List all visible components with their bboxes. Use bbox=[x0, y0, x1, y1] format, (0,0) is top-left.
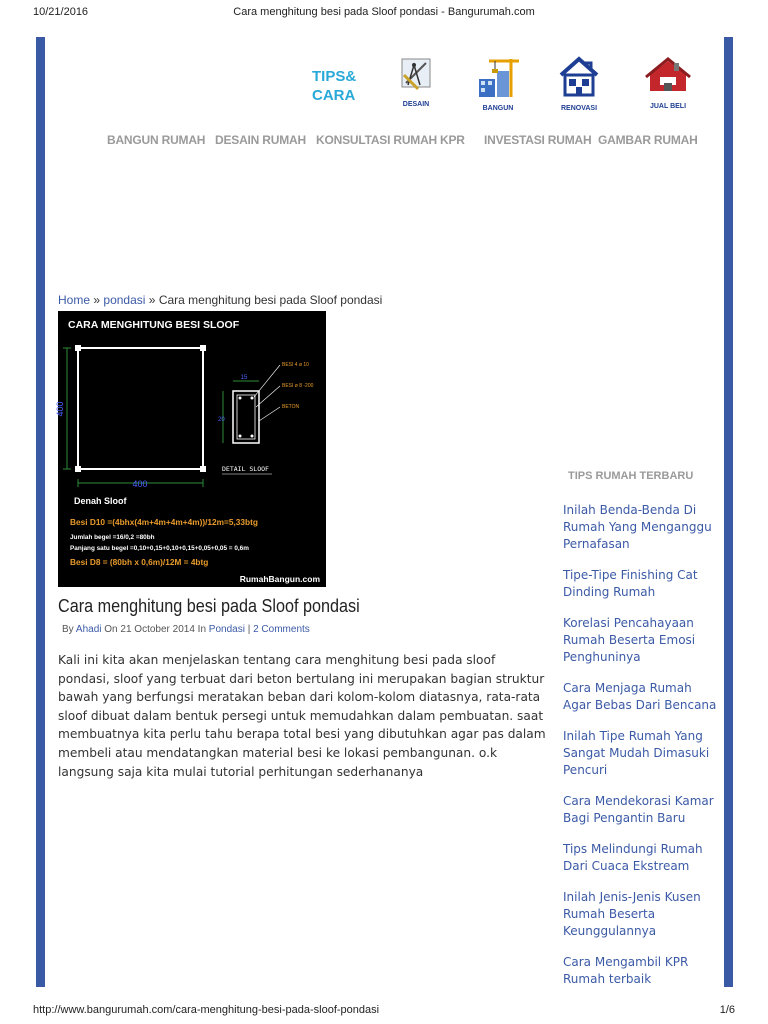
print-title: Cara menghitung besi pada Sloof pondasi - Bangurumah.com bbox=[233, 6, 535, 18]
sidebar-link[interactable]: Korelasi Pencahayaan Rumah Beserta Emosi Penghuninya bbox=[563, 616, 696, 664]
print-header bbox=[0, 0, 768, 24]
house-renovation-icon bbox=[557, 55, 601, 99]
logo-label-bangun: BANGUN bbox=[482, 105, 514, 112]
nav-bangun-rumah[interactable]: BANGUN RUMAH bbox=[107, 133, 206, 147]
sidebar-link[interactable]: Cara Mengambil KPR Rumah terbaik bbox=[563, 955, 689, 986]
breadcrumb-home[interactable]: Home bbox=[58, 293, 91, 307]
section-width-label: 15 bbox=[240, 375, 248, 381]
nav-gambar-rumah[interactable]: GAMBAR RUMAH bbox=[598, 133, 698, 147]
plan-label: Denah Sloof bbox=[74, 496, 127, 506]
left-border bbox=[36, 37, 45, 987]
logo-desain[interactable] bbox=[394, 55, 438, 108]
tips-cara-logo[interactable] bbox=[312, 67, 367, 105]
formula-stirrup-length: Panjang satu begel =0,10+0,15+0,10+0,15+0,05+0,05 = 0,6m bbox=[70, 545, 249, 552]
sidebar-item bbox=[563, 680, 723, 714]
sidebar-item bbox=[563, 502, 723, 553]
post-meta bbox=[62, 624, 310, 635]
logo-jual-beli[interactable] bbox=[642, 55, 694, 110]
logo-label-desain: DESAIN bbox=[402, 101, 430, 108]
house-for-sale-icon bbox=[644, 55, 692, 97]
dim-bottom-label: 400 bbox=[132, 479, 148, 489]
post-body: Kali ini kita akan menjelaskan tentang cara menghitung besi pada sloof pondasi, sloof yang terbuat dari beton bertulang ini merupakan bagian struktur bawah yang berfungsi meratakan beban dari kolom-kolom diatasnya, rata-rata sloof dibuat dalam bentuk persegi untuk memudahkan dalam pembuatan. saat membuatnya kita perlu tahu berapa total besi yang dibutuhkan agar pas dalam membeli atau mendatangkan material besi ke lokasi pembangunan. o.k langsung saja kita mulai tutorial perhitungan sederhananya bbox=[58, 653, 546, 779]
rebar-label-stirrup: BESI ø 8 -200 bbox=[282, 383, 314, 389]
section-height-label: 20 bbox=[218, 417, 225, 423]
sidebar-item bbox=[563, 841, 723, 875]
meta-date: On 21 October 2014 In bbox=[104, 624, 206, 635]
post-featured-image bbox=[55, 311, 326, 587]
meta-by: By bbox=[62, 624, 74, 635]
sidebar-heading: TIPS RUMAH TERBARU bbox=[568, 470, 694, 482]
logo-label-jual-beli: JUAL BELI bbox=[649, 103, 687, 110]
logo-renovasi[interactable] bbox=[555, 55, 603, 112]
main-nav bbox=[95, 133, 698, 151]
sidebar-item bbox=[563, 728, 723, 779]
sidebar-link[interactable]: Cara Mendekorasi Kamar Bagi Pengantin Baru bbox=[563, 794, 714, 825]
sidebar-latest-tips bbox=[563, 502, 723, 1002]
nav-desain-rumah[interactable]: DESAIN RUMAH bbox=[215, 133, 306, 147]
sidebar-link[interactable]: Tipe-Tipe Finishing Cat Dinding Rumah bbox=[563, 568, 698, 599]
print-page-number: 1/6 bbox=[719, 1004, 735, 1016]
nav-kpr[interactable]: KPR bbox=[440, 133, 465, 147]
tips-logo-line1: TIPS& bbox=[312, 68, 357, 85]
rebar-label-main: BESI 4 ø 10 bbox=[282, 362, 309, 368]
print-url: http://www.bangurumah.com/cara-menghitung-besi-pada-sloof-pondasi bbox=[33, 1004, 380, 1016]
sidebar-item bbox=[563, 889, 723, 940]
sidebar-link[interactable]: Inilah Benda-Benda Di Rumah Yang Menganggu Pernafasan bbox=[563, 503, 712, 551]
breadcrumb-separator: » bbox=[148, 293, 156, 307]
author-link[interactable]: Ahadi bbox=[75, 624, 102, 635]
sidebar-item bbox=[563, 615, 723, 666]
category-link[interactable]: Pondasi bbox=[208, 624, 245, 635]
sidebar-item bbox=[563, 954, 723, 988]
diagram-watermark: RumahBangun.com bbox=[239, 574, 320, 584]
meta-separator: | bbox=[247, 624, 251, 635]
sloof-rebar-diagram bbox=[55, 311, 326, 587]
dim-left-label: 400 bbox=[55, 401, 65, 417]
concrete-label: BETON bbox=[282, 404, 300, 410]
sidebar-link[interactable]: Inilah Jenis-Jenis Kusen Rumah Beserta Keunggulannya bbox=[563, 890, 701, 938]
tips-logo-line2: CARA bbox=[312, 87, 356, 104]
breadcrumb bbox=[58, 293, 382, 307]
breadcrumb-separator: » bbox=[93, 293, 101, 307]
print-footer bbox=[0, 1000, 768, 1024]
diagram-heading: CARA MENGHITUNG BESI SLOOF bbox=[68, 319, 240, 331]
logo-label-renovasi: RENOVASI bbox=[560, 105, 598, 112]
nav-konsultasi-rumah[interactable]: KONSULTASI RUMAH bbox=[316, 133, 438, 147]
detail-sloof-label: DETAIL SLOOF bbox=[222, 465, 269, 473]
right-border bbox=[724, 37, 733, 987]
sidebar-item bbox=[563, 793, 723, 827]
breadcrumb-category[interactable]: pondasi bbox=[103, 293, 146, 307]
formula-d8: Besi D8 = (80bh x 0,6m)/12M = 4btg bbox=[70, 557, 209, 567]
logo-bangun[interactable] bbox=[474, 55, 522, 112]
breadcrumb-current: Cara menghitung besi pada Sloof pondasi bbox=[158, 293, 383, 307]
crane-building-icon bbox=[475, 55, 521, 99]
comments-link[interactable]: 2 Comments bbox=[253, 624, 310, 635]
post-title: Cara menghitung besi pada Sloof pondasi bbox=[58, 596, 360, 616]
design-tools-icon bbox=[398, 55, 434, 95]
print-date: 10/21/2016 bbox=[33, 6, 89, 18]
formula-d10: Besi D10 =(4bhx(4m+4m+4m+4m))/12m=5,33btg bbox=[70, 517, 258, 527]
sidebar-item bbox=[563, 567, 723, 601]
sidebar-link[interactable]: Cara Menjaga Rumah Agar Bebas Dari Bencana bbox=[563, 681, 717, 712]
sidebar-link[interactable]: Tips Melindungi Rumah Dari Cuaca Ekstream bbox=[563, 842, 703, 873]
formula-stirrup-count: Jumlah begel =16/0,2 =80bh bbox=[70, 534, 155, 541]
nav-investasi-rumah[interactable]: INVESTASI RUMAH bbox=[484, 133, 592, 147]
sidebar-link[interactable]: Inilah Tipe Rumah Yang Sangat Mudah Dimasuki Pencuri bbox=[563, 729, 710, 777]
